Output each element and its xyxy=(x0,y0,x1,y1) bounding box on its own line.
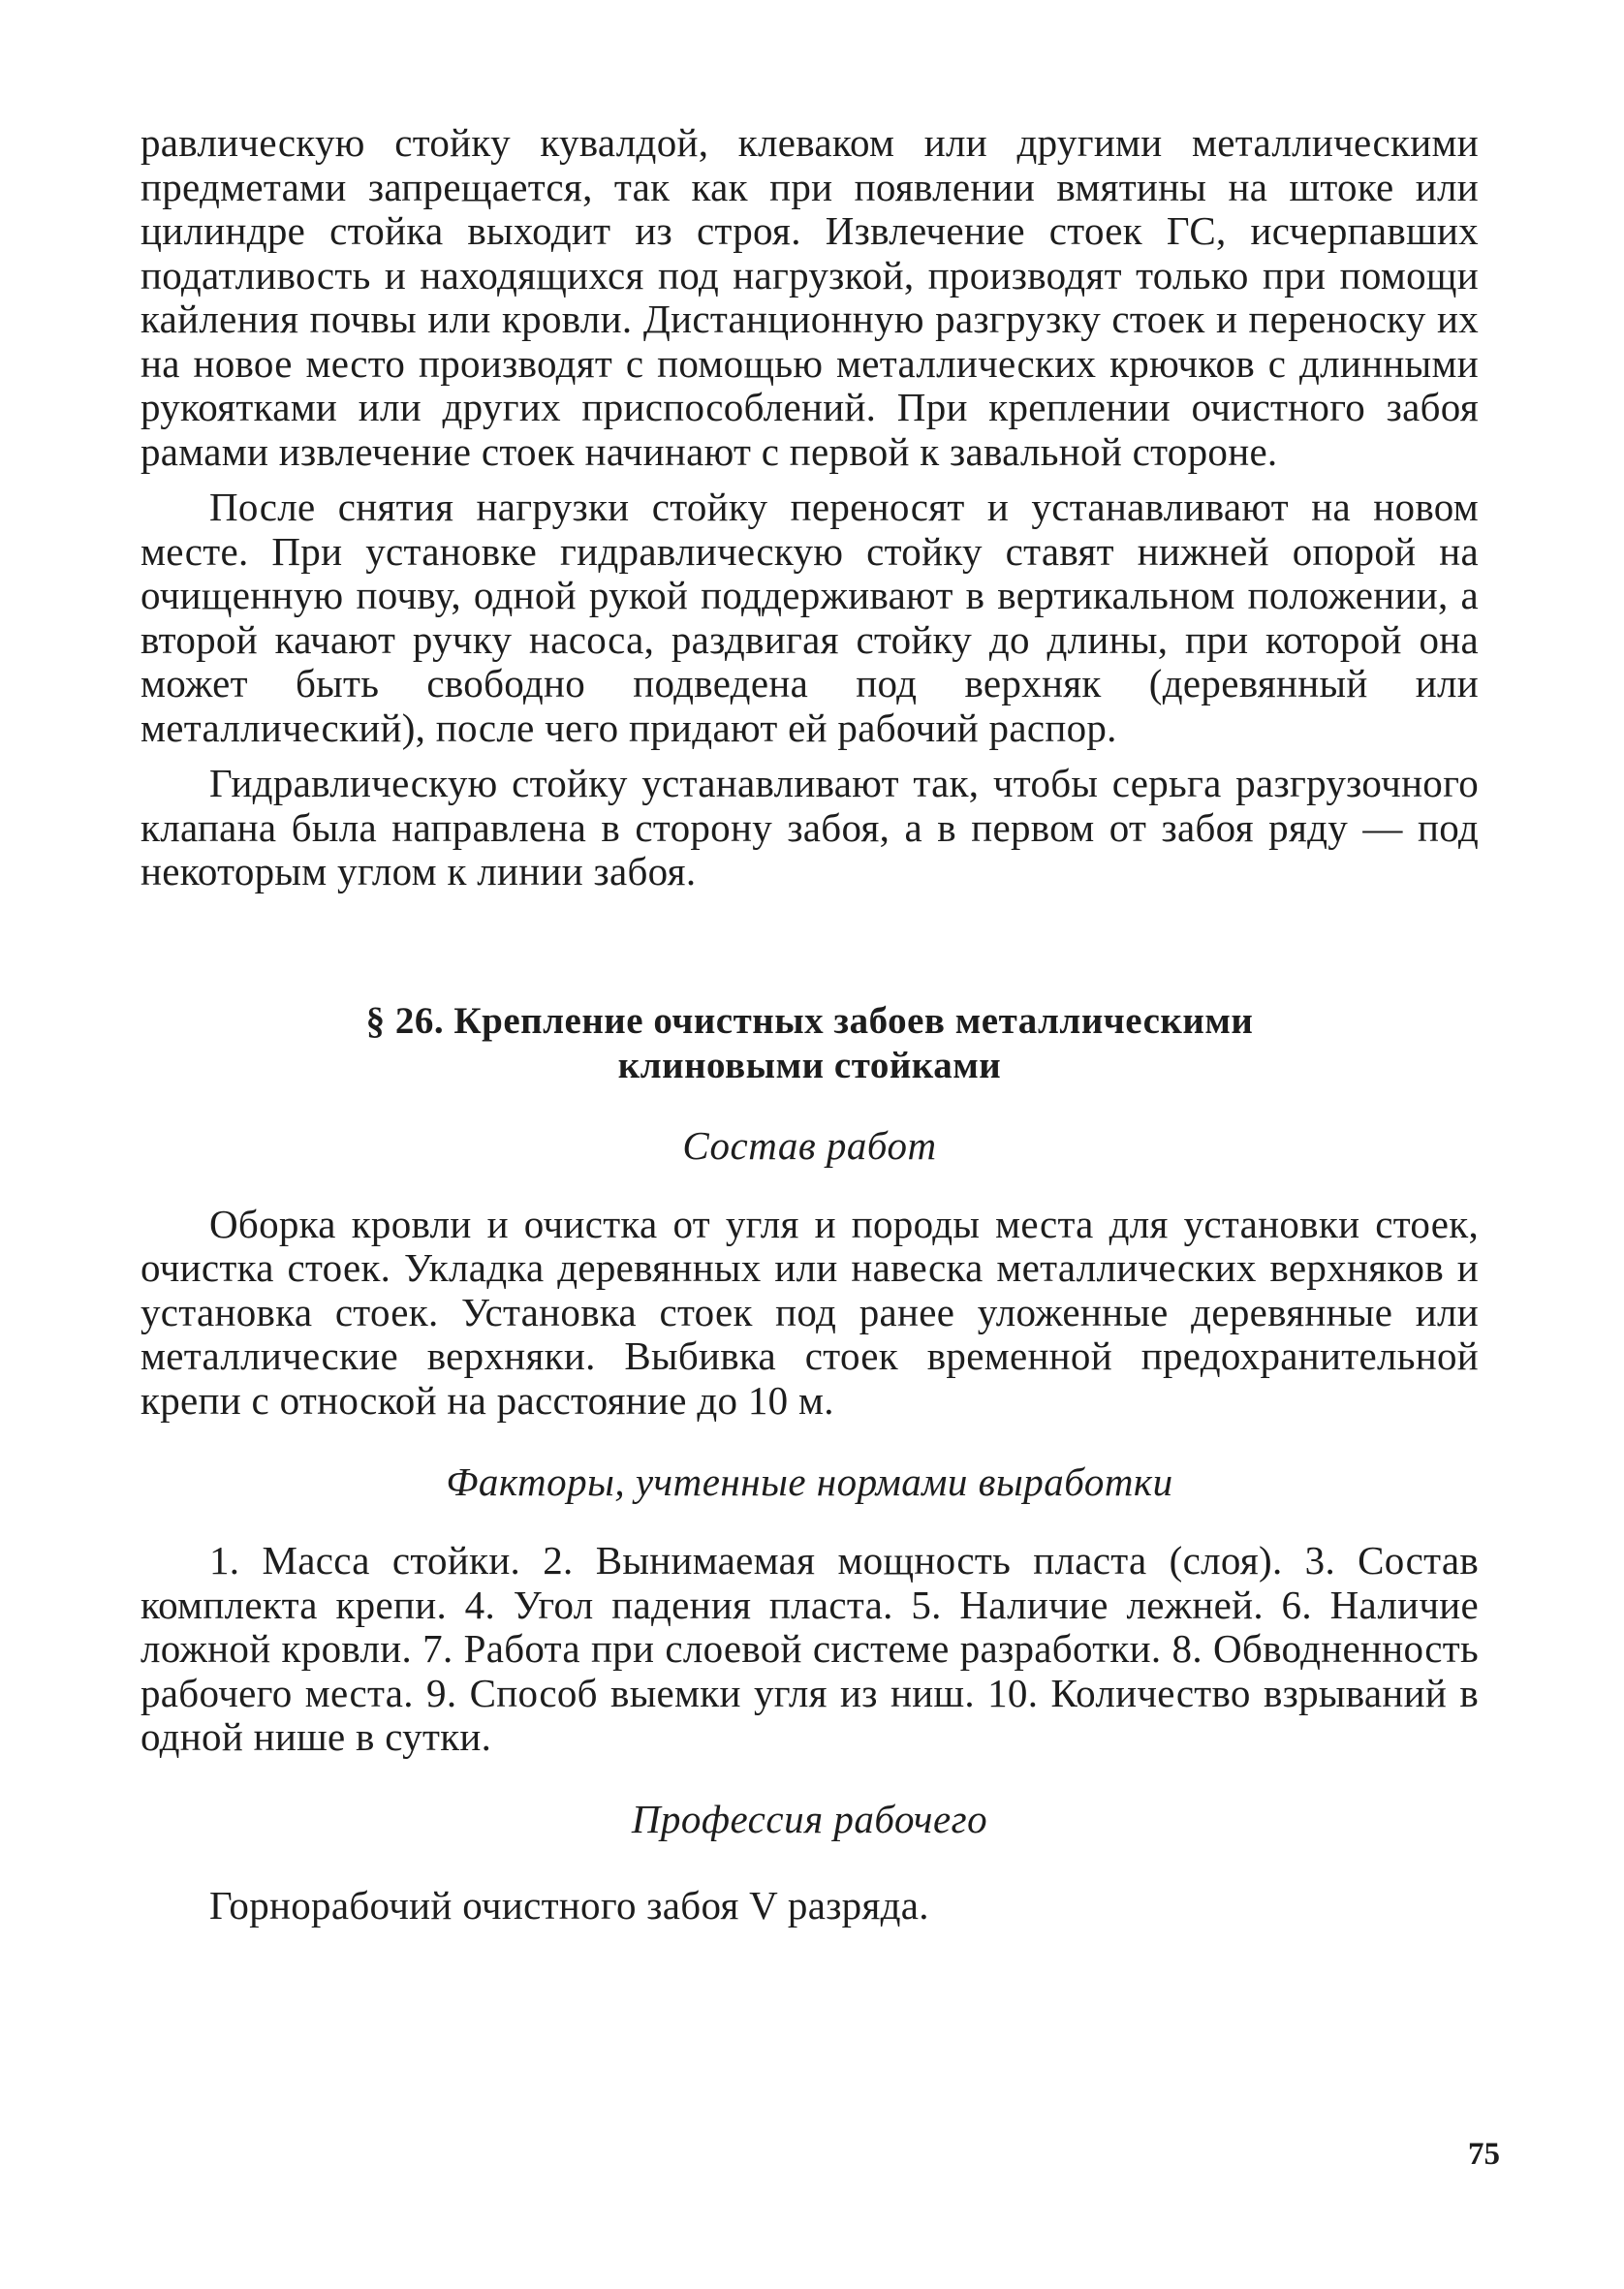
paragraph-factors: 1. Масса стойки. 2. Вынимаемая мощность пласта (слоя). 3. Состав комплекта крепи. 4. Угол падения пласта. 5. Наличие лежней. 6. Наличие ложной кровли. 7. Работа при слоевой системе разработки. 8. Обводненность рабочего места. 9. Способ выемки угля из ниш. 10. Количество взрываний в одной нише в сутки. xyxy=(141,1538,1479,1759)
subheading-work-composition: Состав работ xyxy=(682,1122,937,1168)
page-number: 75 xyxy=(1468,2137,1500,2172)
section-heading xyxy=(141,999,1479,1088)
paragraph-continued: равлическую стойку кувалдой, клеваком или другими металлическими предметами запрещается, так как при появлении вмятины на штоке или цилиндре стойка выходит из строя. Извлечение стоек ГС, исчерпавших податливость и находящихся под нагрузкой, производят только при помощи кайления почвы или кровли. Дистанционную разгрузку стоек и переноску их на новое место производят с помощью металлических крючков с длинными рукоятками или других приспособлений. При креплении очистного забоя рамами извлечение стоек начинают с первой к завальной стороне. xyxy=(141,120,1479,474)
section-heading-line-2: клиновыми стойками xyxy=(617,1044,1002,1086)
subheading-factors: Факторы, учтенные нормами выработки xyxy=(446,1459,1173,1504)
section-heading-line-1: § 26. Крепление очистных забоев металлическими xyxy=(365,999,1254,1042)
subheading-profession: Профессия рабочего xyxy=(631,1796,988,1841)
paragraph-profession: Горнорабочий очистного забоя V разряда. xyxy=(209,1882,929,1928)
paragraph-valve-orientation: Гидравлическую стойку устанавливают так, чтобы серьга разгрузочного клапана была направлена в сторону забоя, а в первом от забоя ряду — под некоторым углом к линии забоя. xyxy=(141,761,1479,894)
paragraph-installation: После снятия нагрузки стойку переносят и устанавливают на новом месте. При установке гидравлическую стойку ставят нижней опорой на очищенную почву, одной рукой поддерживают в вертикальном положении, а второй качают ручку насоса, раздвигая стойку до длины, при которой она может быть свободно подведена под верхняк (деревянный или металлический), после чего придают ей рабочий распор. xyxy=(141,485,1479,750)
paragraph-work-composition: Оборка кровли и очистка от угля и породы места для установки стоек, очистка стоек. Укладка деревянных или навеска металлических верхняков и установка стоек. Установка стоек под ранее уложенные деревянные или металлические верхняки. Выбивка стоек временной предохранительной крепи с отноской на расстояние до 10 м. xyxy=(141,1201,1479,1423)
